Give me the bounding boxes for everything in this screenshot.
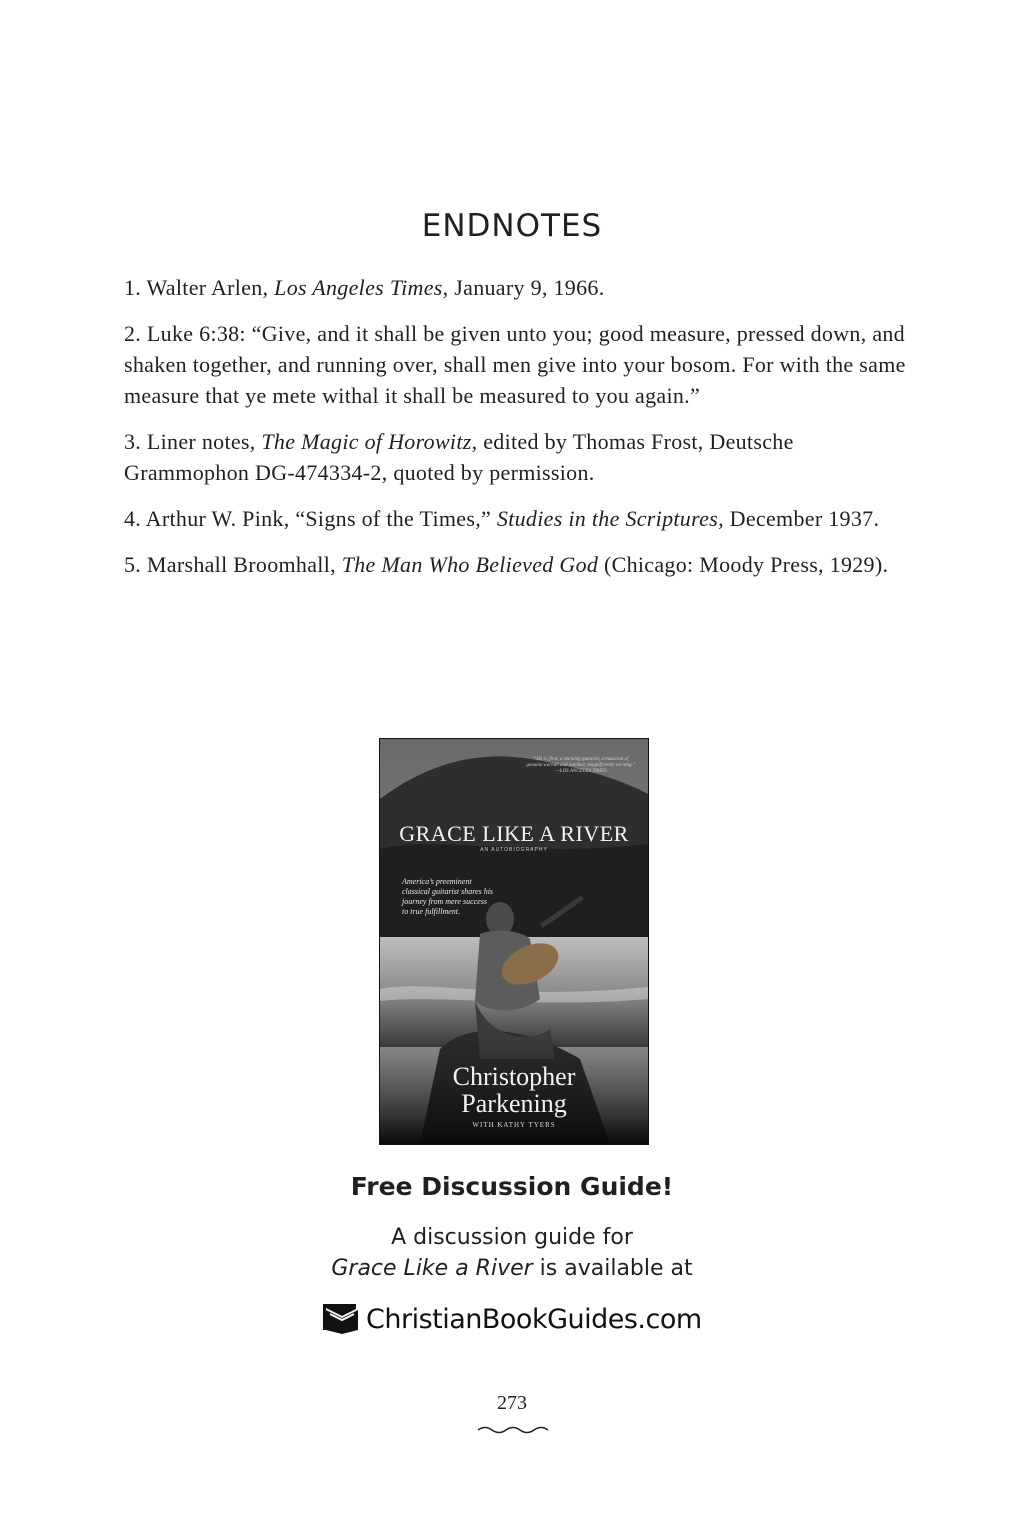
endnote-5 — [124, 549, 924, 580]
endnote-text: 2. Luke 6:38: “Give, and it shall be given unto you; good measure, pressed down, and shaken together, and running over, shall men give into your bosom. For with the same measure that ye mete withal it shall be measured to you again.” — [124, 321, 906, 408]
promo-line-1: A discussion guide for — [391, 1225, 633, 1250]
endnote-text: , January 9, 1966. — [442, 275, 605, 300]
endnote-text: 1. Walter Arlen, — [124, 275, 275, 300]
page-title: ENDNOTES — [421, 208, 603, 244]
endnote-4 — [124, 503, 924, 534]
endnote-text: December 1937. — [723, 506, 880, 531]
cover-blurb: “He is, first, a stunning guitarist, a musician of genuine warmth and intellect, magnificently exciting.” —LOS ANGELES TIMES — [526, 757, 636, 774]
endnote-source-title: Los Angeles Times — [274, 275, 443, 300]
endnote-source-title: Studies in the Scriptures, — [496, 506, 724, 531]
endnote-text: , edited by Thomas Frost, Deutsche Grammophon DG-474334-2, quoted by permission. — [124, 429, 794, 485]
cover-title: GRACE LIKE A RIVER — [399, 821, 629, 846]
cover-coauthor: WITH KATHY TYERS — [472, 1121, 556, 1129]
endnote-text: 4. Arthur W. Pink, “Signs of the Times,” — [124, 506, 497, 531]
promo-line-2 — [0, 1256, 1024, 1281]
cover-author-last: Parkening — [461, 1089, 567, 1118]
promo-heading: Free Discussion Guide! — [350, 1172, 674, 1201]
endnote-2 — [124, 318, 924, 411]
website-url[interactable]: ChristianBookGuides.com — [366, 1303, 702, 1335]
endnote-source-title: The Magic of Horowitz — [261, 429, 472, 454]
endnote-1 — [124, 272, 924, 303]
website-logo[interactable] — [322, 1298, 702, 1340]
page-number: 273 — [497, 1392, 527, 1414]
cover-author-first: Christopher — [452, 1062, 576, 1091]
book-icon — [322, 1302, 360, 1336]
promo-book-title: Grace Like a River — [331, 1256, 533, 1281]
endnote-source-title: The Man Who Believed God — [341, 552, 599, 577]
cover-tagline: America’s preeminent classical guitarist shares his journey from mere success to true fulfillment. — [402, 877, 494, 916]
endnote-3 — [124, 426, 924, 488]
cover-author — [380, 1063, 648, 1117]
endnotes-list — [124, 272, 924, 595]
cover-subtitle: AN AUTOBIOGRAPHY — [480, 847, 548, 853]
endnote-text: 3. Liner notes, — [124, 429, 262, 454]
book-cover-image — [379, 738, 649, 1145]
promo-line-2-text: is available at — [532, 1256, 693, 1281]
wave-ornament-icon — [476, 1424, 550, 1436]
endnote-text: (Chicago: Moody Press, 1929). — [598, 552, 889, 577]
endnote-text: 5. Marshall Broomhall, — [124, 552, 342, 577]
